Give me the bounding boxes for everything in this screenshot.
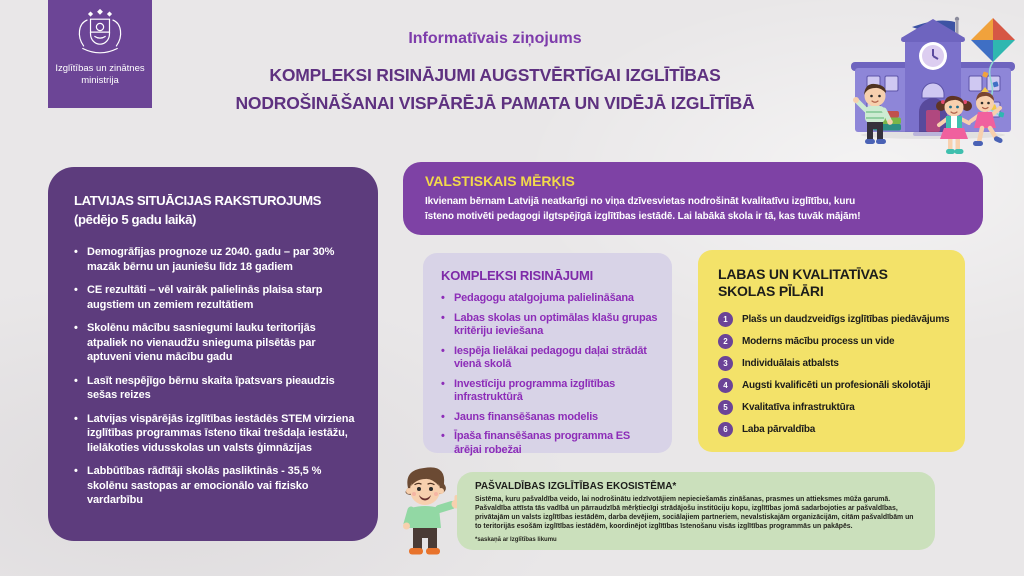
ecosystem-box [457, 472, 935, 550]
pillar-item [718, 356, 953, 371]
pillar-number-badge: 1 [718, 312, 733, 327]
solutions-bullet: • Iespēja lielākai pedagogu daļai strādāt vienā skolā [441, 345, 660, 372]
pillars-list [718, 312, 953, 437]
header [150, 30, 840, 117]
report-type-label: Informatīvais ziņojums [408, 30, 582, 47]
pillars-box [698, 250, 965, 452]
pillar-label: Laba pārvaldība [742, 424, 816, 435]
kite-icon [971, 18, 1015, 118]
solutions-bullet: • Investīciju programma izglītības infrastruktūrā [441, 378, 660, 405]
national-goal-box [403, 162, 983, 235]
situation-title: LATVIJAS SITUĀCIJAS RAKSTUROJUMS (pēdējo 5 gadu laikā) [74, 193, 322, 227]
pillar-item [718, 312, 953, 327]
solutions-bullet: • Jauns finansēšanas modelis [441, 411, 660, 425]
page-title: KOMPLEKSI RISINĀJUMI AUGSTVĒRTĪGAI IZGLĪTĪBAS NODROŠINĀŠANAI VISPĀRĒJĀ PAMATA UN VIDĒJĀ IZGLĪTĪBĀ [235, 65, 755, 113]
solutions-bullet-list [441, 292, 660, 457]
ecosystem-footnote: *saskaņā ar Izglītības likumu [475, 537, 557, 543]
situation-bullet: • Labbūtības rādītāji skolās pasliktinās - 35,5 % skolēnu sastopas ar emocionālo vai fizisko vardarbību [74, 464, 358, 508]
pillar-item [718, 334, 953, 349]
girl-figure-2 [971, 87, 1003, 146]
goal-body: Ikvienam bērnam Latvijā neatkarīgi no viņa dzīvesvietas nodrošināt kvalitatīvu izglītību, kuru īsteno motivēti pedagogi ilgtspējīgā izglītības iestādē. Lai labākā skola ir tā, kas tuvāk mājām! [425, 196, 861, 222]
pillar-number-badge: 3 [718, 356, 733, 371]
pillar-label: Augsti kvalificēti un profesionāli skolotāji [742, 380, 931, 391]
solutions-box [423, 253, 672, 456]
school-children-illustration [843, 6, 1024, 160]
pillar-item [718, 422, 953, 437]
situation-bullet: • Lasīt nespējīgo bērnu skaita īpatsvars pieaudzis sešas reizes [74, 374, 358, 403]
situation-bullet: • Demogrāfijas prognoze uz 2040. gadu – par 30% mazāk bērnu un jauniešu līdz 18 gadiem [74, 245, 358, 274]
solutions-bullet: • Īpaša finansēšanas programma ES ārējai robežai [441, 430, 660, 457]
situation-bullet: • Latvijas vispārējās izglītības iestādēs STEM virziena izglītības programmas īsteno tikai trešdaļa iestāžu, lielākoties vidusskolas un valsts ģimnāzijas [74, 412, 358, 456]
situation-bullet: • CE rezultāti – vēl vairāk palielinās plaisa starp augstiem un zemiem rezultātiem [74, 283, 358, 312]
situation-bullet: • Skolēnu mācību sasniegumi lauku teritorijās atpaliek no vienaudžu snieguma pilsētās par aptuveni vienu mācību gadu [74, 321, 358, 365]
pillar-number-badge: 2 [718, 334, 733, 349]
pillar-label: Individuālais atbalsts [742, 358, 839, 369]
solutions-title: KOMPLEKSI RISINĀJUMI [441, 268, 594, 283]
pillar-label: Plašs un daudzveidīgs izglītības piedāvājums [742, 314, 950, 325]
ministry-name: Izglītības un zinātnes ministrija [55, 63, 145, 86]
boy-figure [853, 84, 893, 144]
pillars-title: LABAS UN KVALITATĪVAS SKOLAS PĪLĀRI [718, 266, 888, 299]
situation-bullet-list [74, 245, 358, 508]
pillar-item [718, 400, 953, 415]
girl-figure-1 [936, 96, 972, 154]
ecosystem-title: PAŠVALDĪBAS IZGLĪTĪBAS EKOSISTĒMA* [475, 481, 677, 492]
solutions-bullet: • Labas skolas un optimālas klašu grupas kritēriju ieviešana [441, 312, 660, 339]
pillar-label: Moderns mācību process un vide [742, 336, 895, 347]
pillar-item [718, 378, 953, 393]
situation-box [48, 167, 378, 541]
pillar-label: Kvalitatīva infrastruktūra [742, 402, 855, 413]
ministry-logo [48, 0, 152, 108]
solutions-bullet: • Pedagogu atalgojuma palielināšana [441, 292, 660, 306]
pillar-number-badge: 6 [718, 422, 733, 437]
goal-title: VALSTISKAIS MĒRĶIS [425, 173, 575, 189]
ecosystem-paragraph-1: Sistēma, kuru pašvaldība veido, lai nodrošinātu iedzīvotājiem nepieciešamās zināšanas, prasmes un attieksmes mūža garumā. [475, 496, 891, 503]
pillar-number-badge: 4 [718, 378, 733, 393]
ecosystem-paragraph-2: Pašvaldība attīsta tās vadībā un pārraudzībā mērķtiecīgi strādājošu institūciju kopu, izglītības jomā sadarbojoties ar pašvaldības, privātajām un valsts izglītības iestādēm, darba devējiem, sociālajiem partneriem, nevalstiskajām organizācijām, citām pašvaldībām un to teritorijās esošām izglītības iestādēm, koordinējot izglītības īstenošanu visās izglītības programmās un pakāpēs. [475, 505, 914, 530]
pillar-number-badge: 5 [718, 400, 733, 415]
coat-of-arms-icon [72, 8, 128, 58]
